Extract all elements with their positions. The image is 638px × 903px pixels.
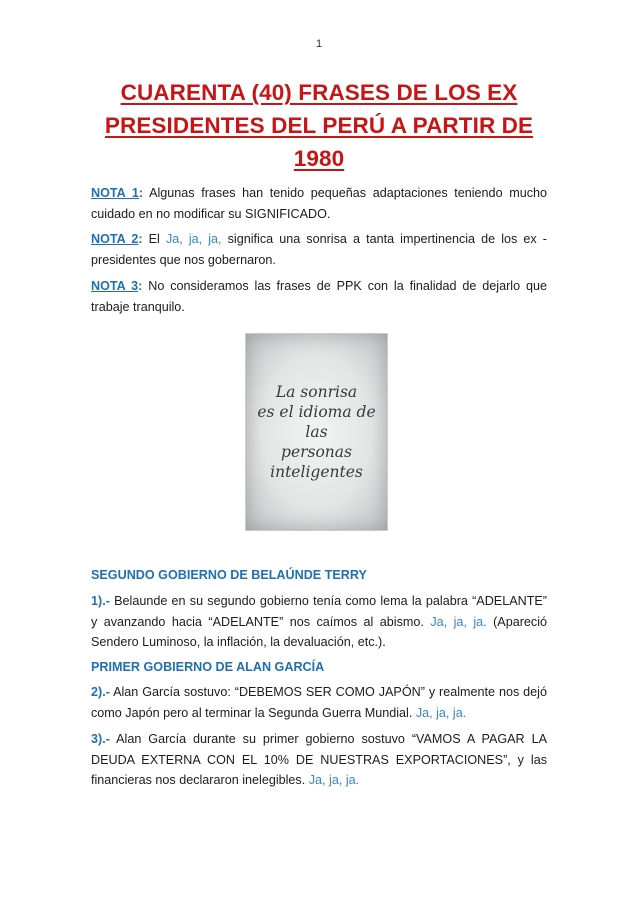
- note-label: NOTA 2: [91, 232, 139, 246]
- note-text-continued: significa una sonrisa a tanta impertinencia de los ex - presidentes que nos gobernaron.: [91, 232, 547, 267]
- phrase-item: [91, 591, 547, 653]
- phrase-item: [91, 682, 547, 723]
- document-title: CUARENTA (40) FRASES DE LOS EX PRESIDENTES DEL PERÚ A PARTIR DE 1980: [104, 80, 534, 171]
- phrase-text-after: (Apareció Sendero Luminoso, la inflación, la devaluación, etc.).: [91, 614, 547, 649]
- phrase-text: Alan García sostuvo: “DEBEMOS SER COMO JAPÓN” y realmente nos dejó como Japón pero al terminar la Segunda Guerra Mundial.: [91, 685, 547, 720]
- section-heading: PRIMER GOBIERNO DE ALAN GARCÍA: [91, 660, 325, 674]
- note-1: [91, 183, 547, 224]
- note-colon: :: [138, 232, 143, 246]
- note-3: [91, 276, 547, 317]
- note-text: Algunas frases han tenido pequeñas adaptaciones teniendo mucho cuidado en no modificar su SIGNIFICADO.: [91, 186, 548, 221]
- laugh-text: Ja, ja, ja.: [412, 705, 467, 720]
- quote-line: personas inteligentes: [270, 443, 363, 481]
- phrase-number: 1).-: [91, 594, 110, 608]
- phrase-text: Alan García durante su primer gobierno sostuvo “VAMOS A PAGAR LA DEUDA EXTERNA CON EL 10% DE NUESTRAS EXPORTACIONES”, y las financieras nos declararon inelegibles.: [91, 732, 547, 787]
- note-text: El: [142, 232, 166, 246]
- quote-line: La sonrisa: [275, 383, 358, 401]
- quote-image-text: [246, 382, 387, 482]
- page-number: 1: [315, 38, 323, 50]
- note-label: NOTA 3: [91, 279, 139, 293]
- laugh-text: Ja, ja, ja,: [165, 232, 222, 246]
- quote-image: [245, 333, 388, 531]
- phrase-text: Belaunde en su segundo gobierno tenía como lema la palabra “ADELANTE” y avanzando hacia “ADELANTE” nos caímos al abismo.: [91, 594, 547, 629]
- phrase-number: 2).-: [91, 685, 110, 699]
- section-heading: SEGUNDO GOBIERNO DE BELAÚNDE TERRY: [91, 568, 367, 582]
- laugh-text: Ja, ja, ja.: [305, 773, 360, 787]
- note-2: [91, 229, 547, 270]
- quote-line: es el idioma de las: [257, 403, 376, 441]
- note-label: NOTA 1: [91, 186, 139, 200]
- phrase-item: [91, 729, 547, 791]
- note-text: No consideramos las frases de PPK con la finalidad de dejarlo que trabaje tranquilo.: [91, 279, 547, 314]
- note-colon: :: [138, 279, 143, 293]
- laugh-text: Ja, ja, ja.: [423, 614, 487, 629]
- phrase-number: 3).-: [91, 732, 110, 746]
- note-colon: :: [138, 186, 144, 200]
